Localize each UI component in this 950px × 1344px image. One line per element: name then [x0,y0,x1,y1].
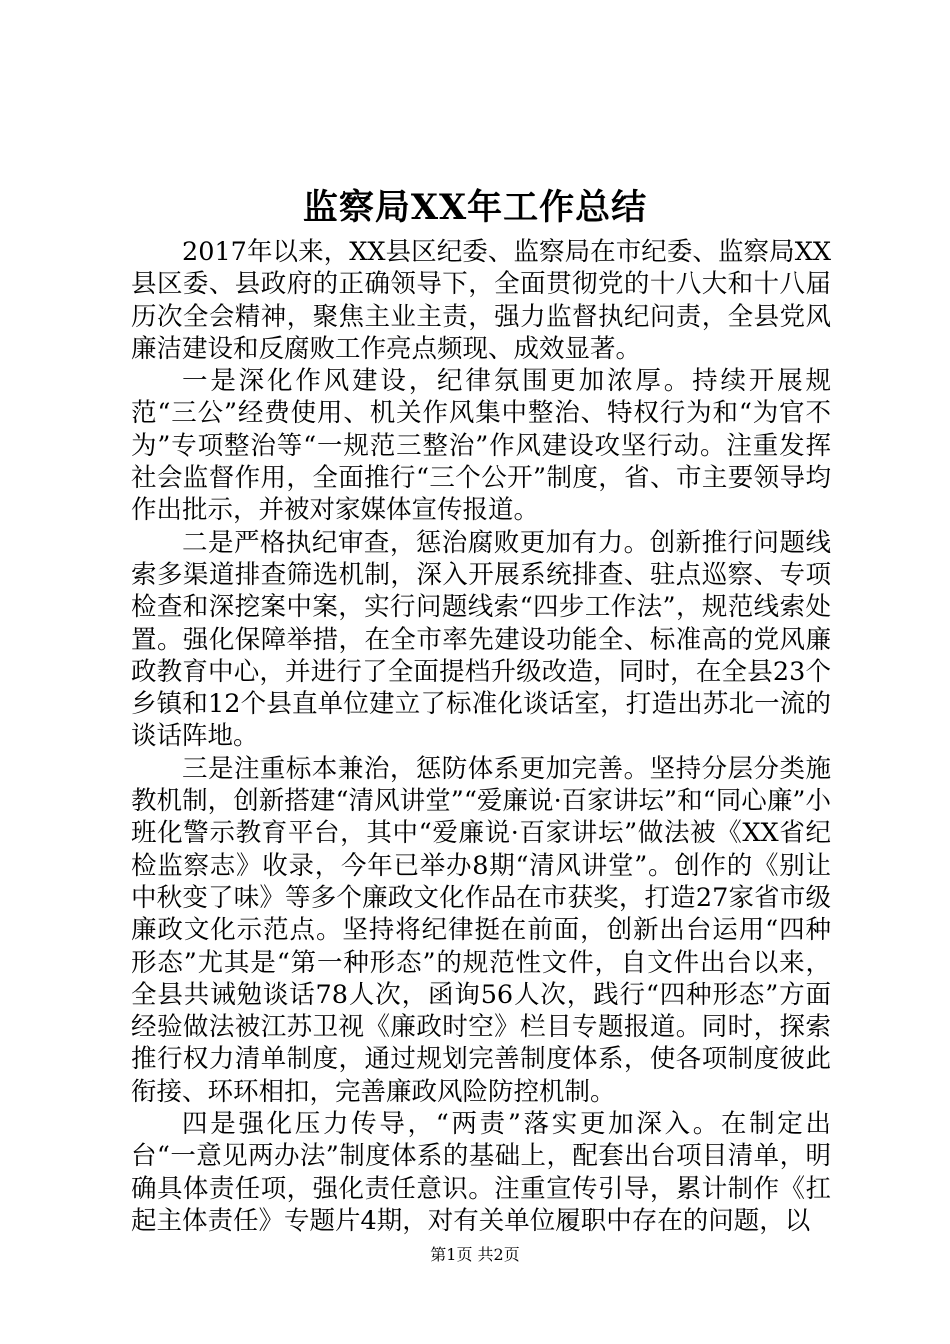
paragraph-discipline-review: 二是严格执纪审查，惩治腐败更加有力。创新推行问题线索多渠道排查筛选机制，深入开展系统排查、驻点巡察、专项检查和深挖案中案，实行问题线索“四步工作法”，规范线索处置。强化保障举措，在全市率先建设功能全、标准高的党风廉政教育中心，并进行了全面提档升级改造，同时，在全县23个乡镇和12个县直单位建立了标准化谈话室，打造出苏北一流的谈话阵地。 [131,527,831,752]
paragraph-responsibility: 四是强化压力传导，“两责”落实更加深入。在制定出台“一意见两办法”制度体系的基础上，配套出台项目清单，明确具体责任项，强化责任意识。注重宣传引导，累计制作《扛起主体责任》专题片4期，对有关单位履职中存在的问题，以 [131,1109,831,1236]
paragraph-work-style: 一是深化作风建设，纪律氛围更加浓厚。持续开展规范“三公”经费使用、机关作风集中整治、特权行为和“为官不为”专项整治等“一规范三整治”作风建设攻坚行动。注重发挥社会监督作用，全面推行“三个公开”制度，省、市主要领导均作出批示，并被对家媒体宣传报道。 [131,366,831,526]
paragraph-intro: 2017年以来，XX县区纪委、监察局在市纪委、监察局XX县区委、县政府的正确领导下，全面贯彻党的十八大和十八届历次全会精神，聚焦主业主责，强力监督执纪问责，全县党风廉洁建设和反腐败工作亮点频现、成效显著。 [131,237,831,364]
page-footer: 第1页 共2页 [430,1245,520,1264]
paragraph-prevention-system: 三是注重标本兼治，惩防体系更加完善。坚持分层分类施教机制，创新搭建“清风讲堂”“爱廉说·百家讲坛”和“同心廉”小班化警示教育平台，其中“爱廉说·百家讲坛”做法被《XX省纪检监察志》收录，今年已举办8期“清风讲堂”。创作的《别让中秋变了味》等多个廉政文化作品在市获奖，打造27家省市级廉政文化示范点。坚持将纪律挺在前面，创新出台运用“四种形态”尤其是“第一种形态”的规范性文件，自文件出台以来，全县共诫勉谈话78人次，函询56人次，践行“四种形态”方面经验做法被江苏卫视《廉政时空》栏目专题报道。同时，探索推行权力清单制度，通过规划完善制度体系，使各项制度彼此衔接、环环相扣，完善廉政风险防控机制。 [131,753,831,1107]
document-body [131,236,831,1237]
document-title: 监察局XX年工作总结 [302,187,648,228]
